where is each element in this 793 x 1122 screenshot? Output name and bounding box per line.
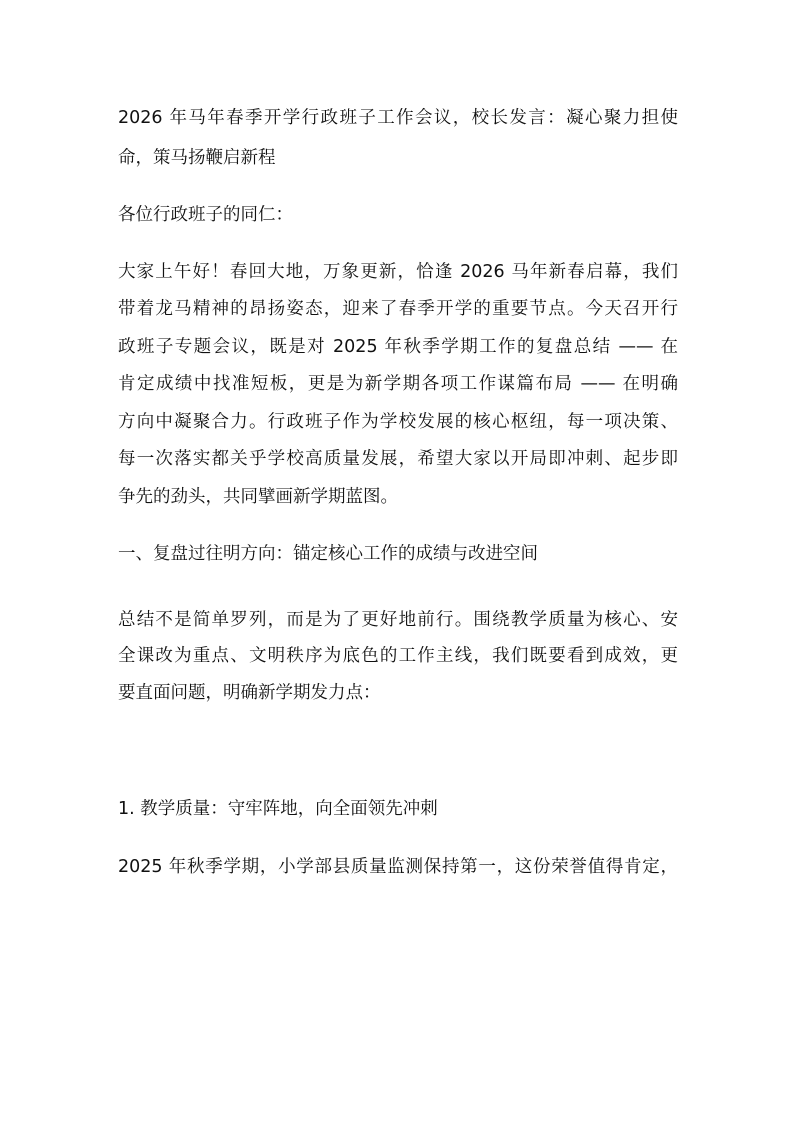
intro-line: 方向中凝聚合力。行政班子作为学校发展的核心枢纽，每一项决策、 [118,412,678,432]
subheading: 1. 教学质量：守牢阵地，向全面领先冲刺 [118,799,438,819]
section-heading: 一、复盘过往明方向：锚定核心工作的成绩与改进空间 [118,544,538,564]
intro-line: 争先的劲头，共同擘画新学期蓝图。 [118,487,398,507]
document-title-line-2: 命，策马扬鞭启新程 [118,148,276,168]
intro-line: 政班子专题会议，既是对 2025 年秋季学期工作的复盘总结 —— 在 [118,337,678,357]
intro-line: 每一次落实都关乎学校高质量发展，希望大家以开局即冲刺、起步即 [118,449,678,469]
section-line: 全课改为重点、文明秩序为底色的工作主线，我们既要看到成效，更 [118,646,678,666]
intro-line: 带着龙马精神的昂扬姿态，迎来了春季开学的重要节点。今天召开行 [118,299,678,319]
intro-line: 大家上午好！春回大地，万象更新，恰逢 2026 马年新春启幕，我们 [118,262,678,282]
section-line: 要直面问题，明确新学期发力点： [118,683,381,703]
section-line: 总结不是简单罗列，而是为了更好地前行。围绕教学质量为核心、安 [118,610,678,630]
document-title-line-1: 2026 年马年春季开学行政班子工作会议，校长发言：凝心聚力担使 [118,108,678,128]
subsection-line: 2025 年秋季学期，小学部县质量监测保持第一，这份荣誉值得肯定， [118,857,678,877]
greeting: 各位行政班子的同仁： [118,205,293,225]
intro-line: 肯定成绩中找准短板，更是为新学期各项工作谋篇布局 —— 在明确 [118,374,678,394]
